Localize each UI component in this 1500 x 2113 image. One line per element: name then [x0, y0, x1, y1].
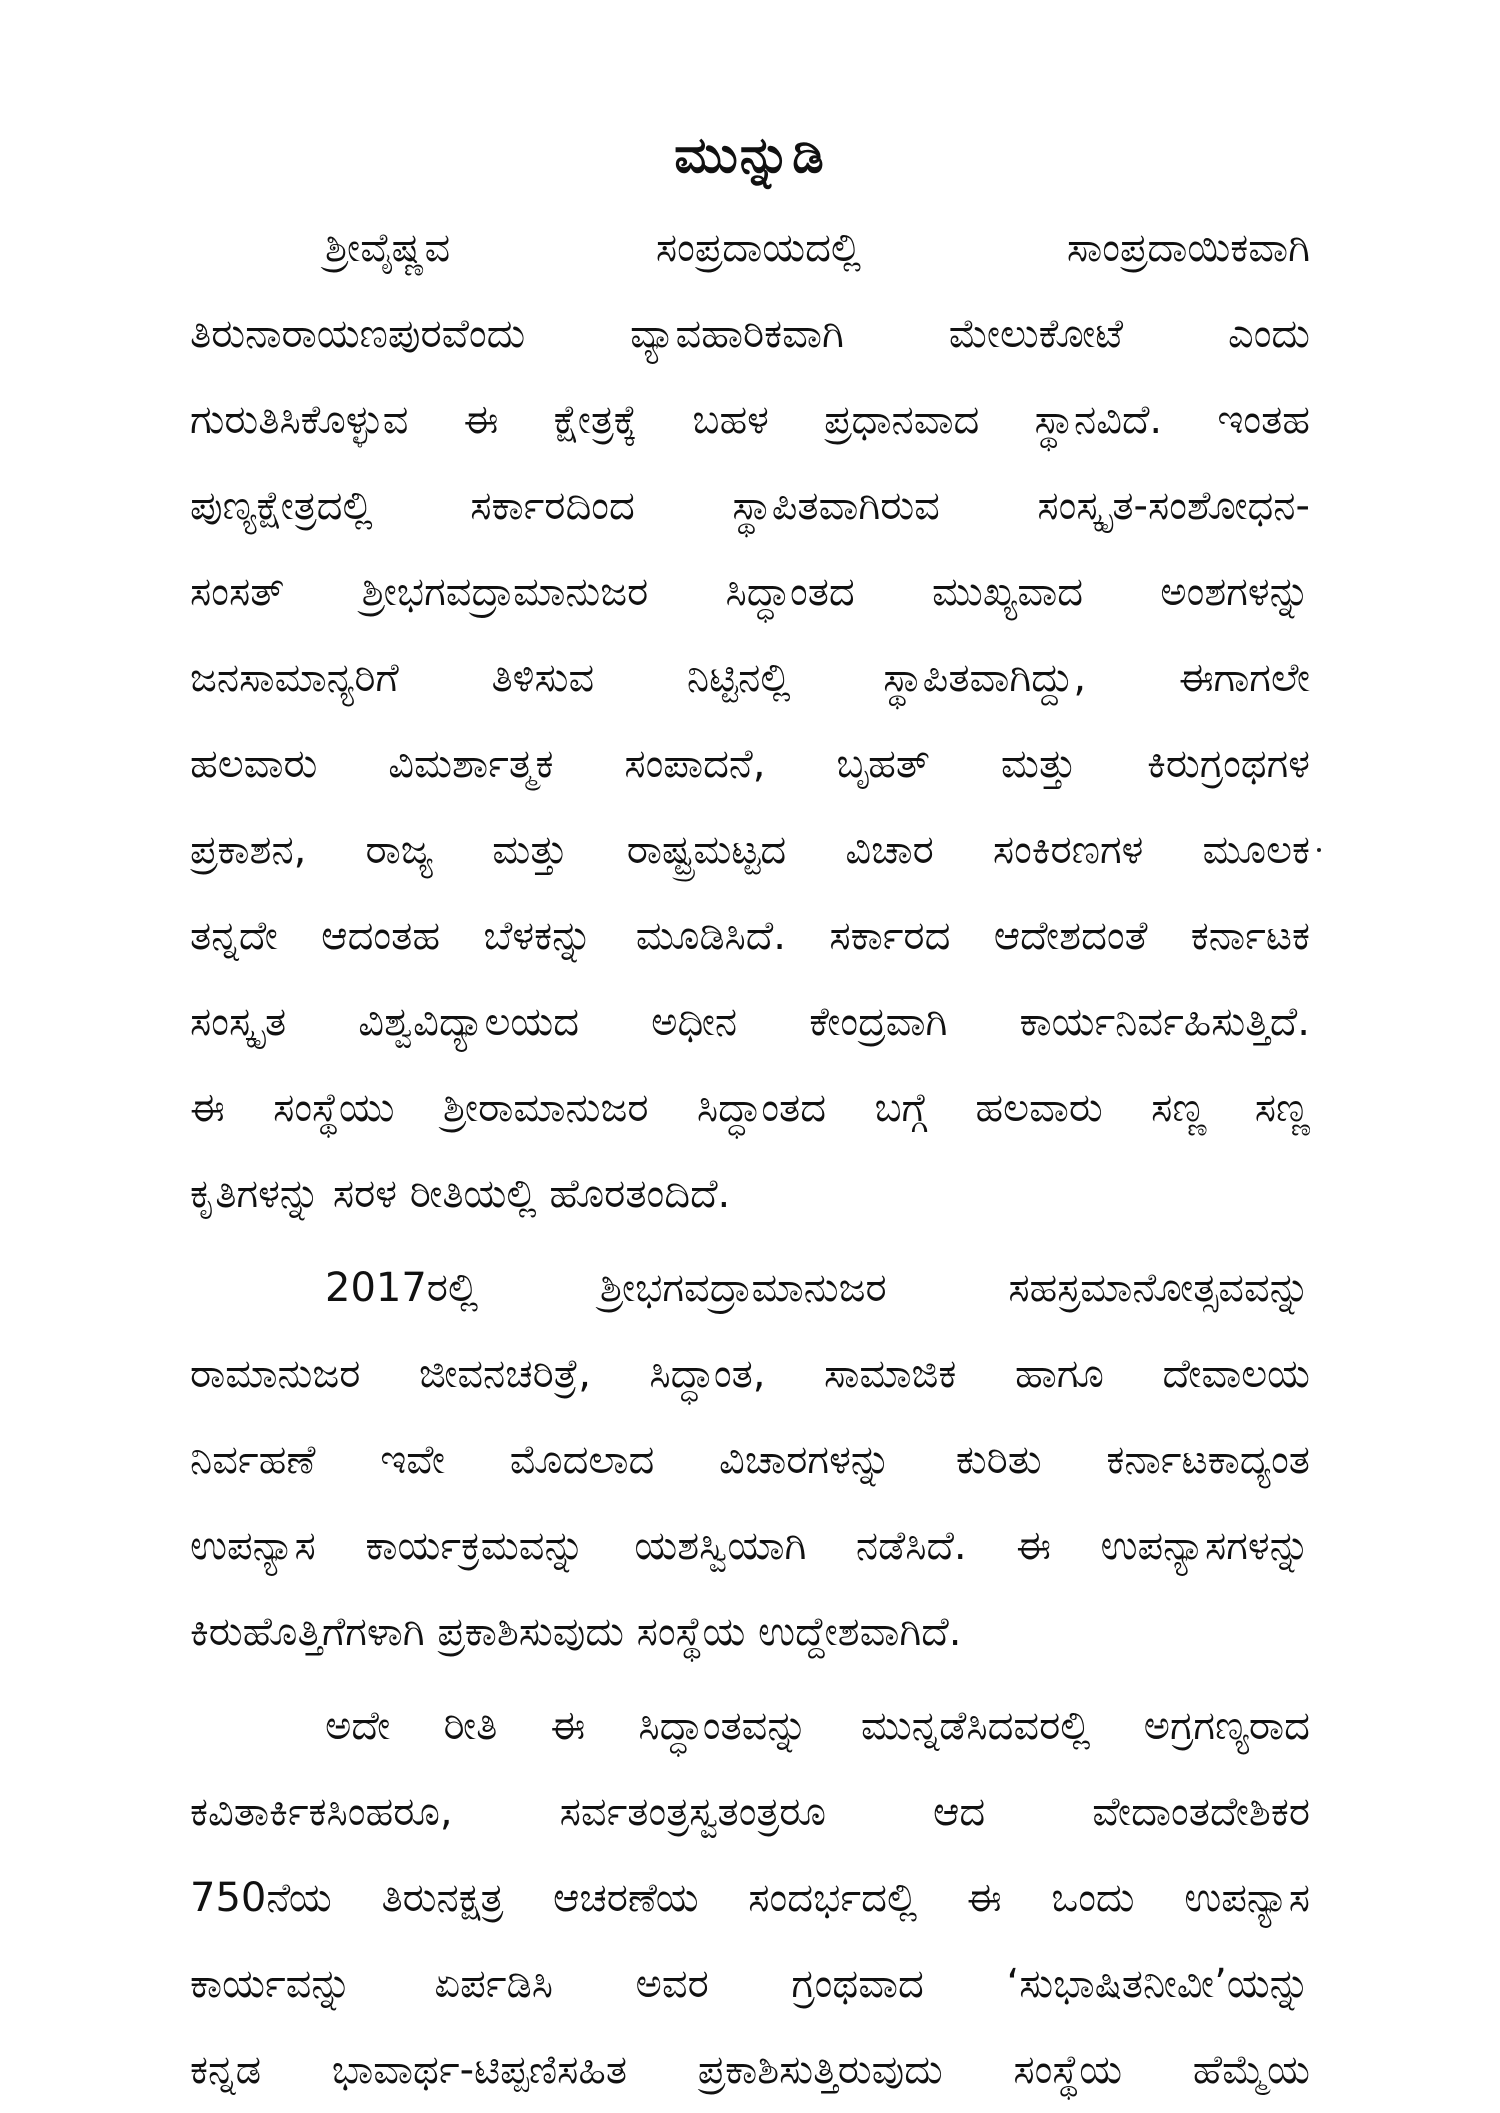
- paragraph-line: ತನ್ನದೇ ಆದಂತಹ ಬೆಳಕನ್ನು ಮೂಡಿಸಿದೆ. ಸರ್ಕಾರದ ಆದೇಶದಂತೆ ಕರ್ನಾಟಕ: [190, 913, 1310, 959]
- scan-speck: [1317, 848, 1321, 852]
- paragraph-3: [190, 1683, 1310, 2113]
- paragraph-line: ಹಲವಾರು ವಿಮರ್ಶಾತ್ಮಕ ಸಂಪಾದನೆ, ಬೃಹತ್ ಮತ್ತು ಕಿರುಗ್ರಂಥಗಳ: [190, 741, 1310, 787]
- paragraph-spacer: [190, 1675, 1310, 1683]
- paragraph-line: ಕಿರುಹೊತ್ತಿಗೆಗಳಾಗಿ ಪ್ರಕಾಶಿಸುವುದು ಸಂಸ್ಥೆಯ ಉದ್ದೇಶವಾಗಿದೆ.: [190, 1609, 962, 1655]
- paragraph-line: ಕಾರ್ಯವನ್ನು ಏರ್ಪಡಿಸಿ ಅವರ ಗ್ರಂಥವಾದ ‘ಸುಭಾಷಿತನೀವೀ’ಯನ್ನು: [190, 1961, 1310, 2007]
- paragraph-line: ಸಂಸ್ಕೃತ ವಿಶ್ವವಿದ್ಯಾಲಯದ ಅಧೀನ ಕೇಂದ್ರವಾಗಿ ಕಾರ್ಯನಿರ್ವಹಿಸುತ್ತಿದೆ.: [190, 999, 1310, 1045]
- page-title: ಮುನ್ನುಡಿ: [674, 126, 826, 184]
- paragraph-line: 750ನೆಯ ತಿರುನಕ್ಷತ್ರ ಆಚರಣೆಯ ಸಂದರ್ಭದಲ್ಲಿ ಈ ಒಂದು ಉಪನ್ಯಾಸ: [190, 1875, 1310, 1921]
- paragraph-line: ಶ್ರೀವೈಷ್ಣವ ಸಂಪ್ರದಾಯದಲ್ಲಿ ಸಾಂಪ್ರದಾಯಿಕವಾಗಿ: [325, 225, 1310, 271]
- paragraph-line: ಸಂಸತ್ ಶ್ರೀಭಗವದ್ರಾಮಾನುಜರ ಸಿದ್ಧಾಂತದ ಮುಖ್ಯವಾದ ಅಂಶಗಳನ್ನು: [190, 569, 1310, 615]
- paragraph-line: ಕನ್ನಡ ಭಾವಾರ್ಥ-ಟಿಪ್ಪಣಿಸಹಿತ ಪ್ರಕಾಶಿಸುತ್ತಿರುವುದು ಸಂಸ್ಥೆಯ ಹೆಮ್ಮೆಯ: [190, 2047, 1310, 2093]
- paragraph-2: [190, 1245, 1310, 1675]
- paragraph-line: ಉಪನ್ಯಾಸ ಕಾರ್ಯಕ್ರಮವನ್ನು ಯಶಸ್ವಿಯಾಗಿ ನಡೆಸಿದೆ. ಈ ಉಪನ್ಯಾಸಗಳನ್ನು: [190, 1523, 1310, 1569]
- paragraph-line: ಪ್ರಕಾಶನ, ರಾಜ್ಯ ಮತ್ತು ರಾಷ್ಟ್ರಮಟ್ಟದ ವಿಚಾರ ಸಂಕಿರಣಗಳ ಮೂಲಕ: [190, 827, 1310, 873]
- paragraph-1: [190, 205, 1310, 1237]
- paragraph-line: ರಾಮಾನುಜರ ಜೀವನಚರಿತ್ರೆ, ಸಿದ್ಧಾಂತ, ಸಾಮಾಜಿಕ ಹಾಗೂ ದೇವಾಲಯ: [190, 1351, 1310, 1397]
- paragraph-line: ಕೃತಿಗಳನ್ನು ಸರಳ ರೀತಿಯಲ್ಲಿ ಹೊರತಂದಿದೆ.: [190, 1171, 731, 1217]
- paragraph-line: ಪುಣ್ಯಕ್ಷೇತ್ರದಲ್ಲಿ ಸರ್ಕಾರದಿಂದ ಸ್ಥಾಪಿತವಾಗಿರುವ ಸಂಸ್ಕೃತ-ಸಂಶೋಧನ-: [190, 483, 1310, 529]
- paragraph-line: ಜನಸಾಮಾನ್ಯರಿಗೆ ತಿಳಿಸುವ ನಿಟ್ಟಿನಲ್ಲಿ ಸ್ಥಾಪಿತವಾಗಿದ್ದು, ಈಗಾಗಲೇ: [190, 655, 1310, 701]
- paragraph-line: ಕವಿತಾರ್ಕಿಕಸಿಂಹರೂ, ಸರ್ವತಂತ್ರಸ್ವತಂತ್ರರೂ ಆದ ವೇದಾಂತದೇಶಿಕರ: [190, 1789, 1310, 1835]
- paragraph-line: ಅದೇ ರೀತಿ ಈ ಸಿದ್ಧಾಂತವನ್ನು ಮುನ್ನಡೆಸಿದವರಲ್ಲಿ ಅಗ್ರಗಣ್ಯರಾದ: [325, 1703, 1310, 1749]
- paragraph-line: ಈ ಸಂಸ್ಥೆಯು ಶ್ರೀರಾಮಾನುಜರ ಸಿದ್ಧಾಂತದ ಬಗ್ಗೆ ಹಲವಾರು ಸಣ್ಣ ಸಣ್ಣ: [190, 1085, 1310, 1131]
- paragraph-line: ಗುರುತಿಸಿಕೊಳ್ಳುವ ಈ ಕ್ಷೇತ್ರಕ್ಕೆ ಬಹಳ ಪ್ರಧಾನವಾದ ಸ್ಥಾನವಿದೆ. ಇಂತಹ: [190, 397, 1310, 443]
- paragraph-line: ತಿರುನಾರಾಯಣಪುರವೆಂದು ವ್ಯಾವಹಾರಿಕವಾಗಿ ಮೇಲುಕೋಟೆ ಎಂದು: [190, 311, 1310, 357]
- body-text: [190, 205, 1310, 2113]
- paragraph-line: ನಿರ್ವಹಣೆ ಇವೇ ಮೊದಲಾದ ವಿಚಾರಗಳನ್ನು ಕುರಿತು ಕರ್ನಾಟಕಾದ್ಯಂತ: [190, 1437, 1310, 1483]
- paragraph-spacer: [190, 1237, 1310, 1245]
- paragraph-line: 2017ರಲ್ಲಿ ಶ್ರೀಭಗವದ್ರಾಮಾನುಜರ ಸಹಸ್ರಮಾನೋತ್ಸವವನ್ನು: [325, 1265, 1310, 1311]
